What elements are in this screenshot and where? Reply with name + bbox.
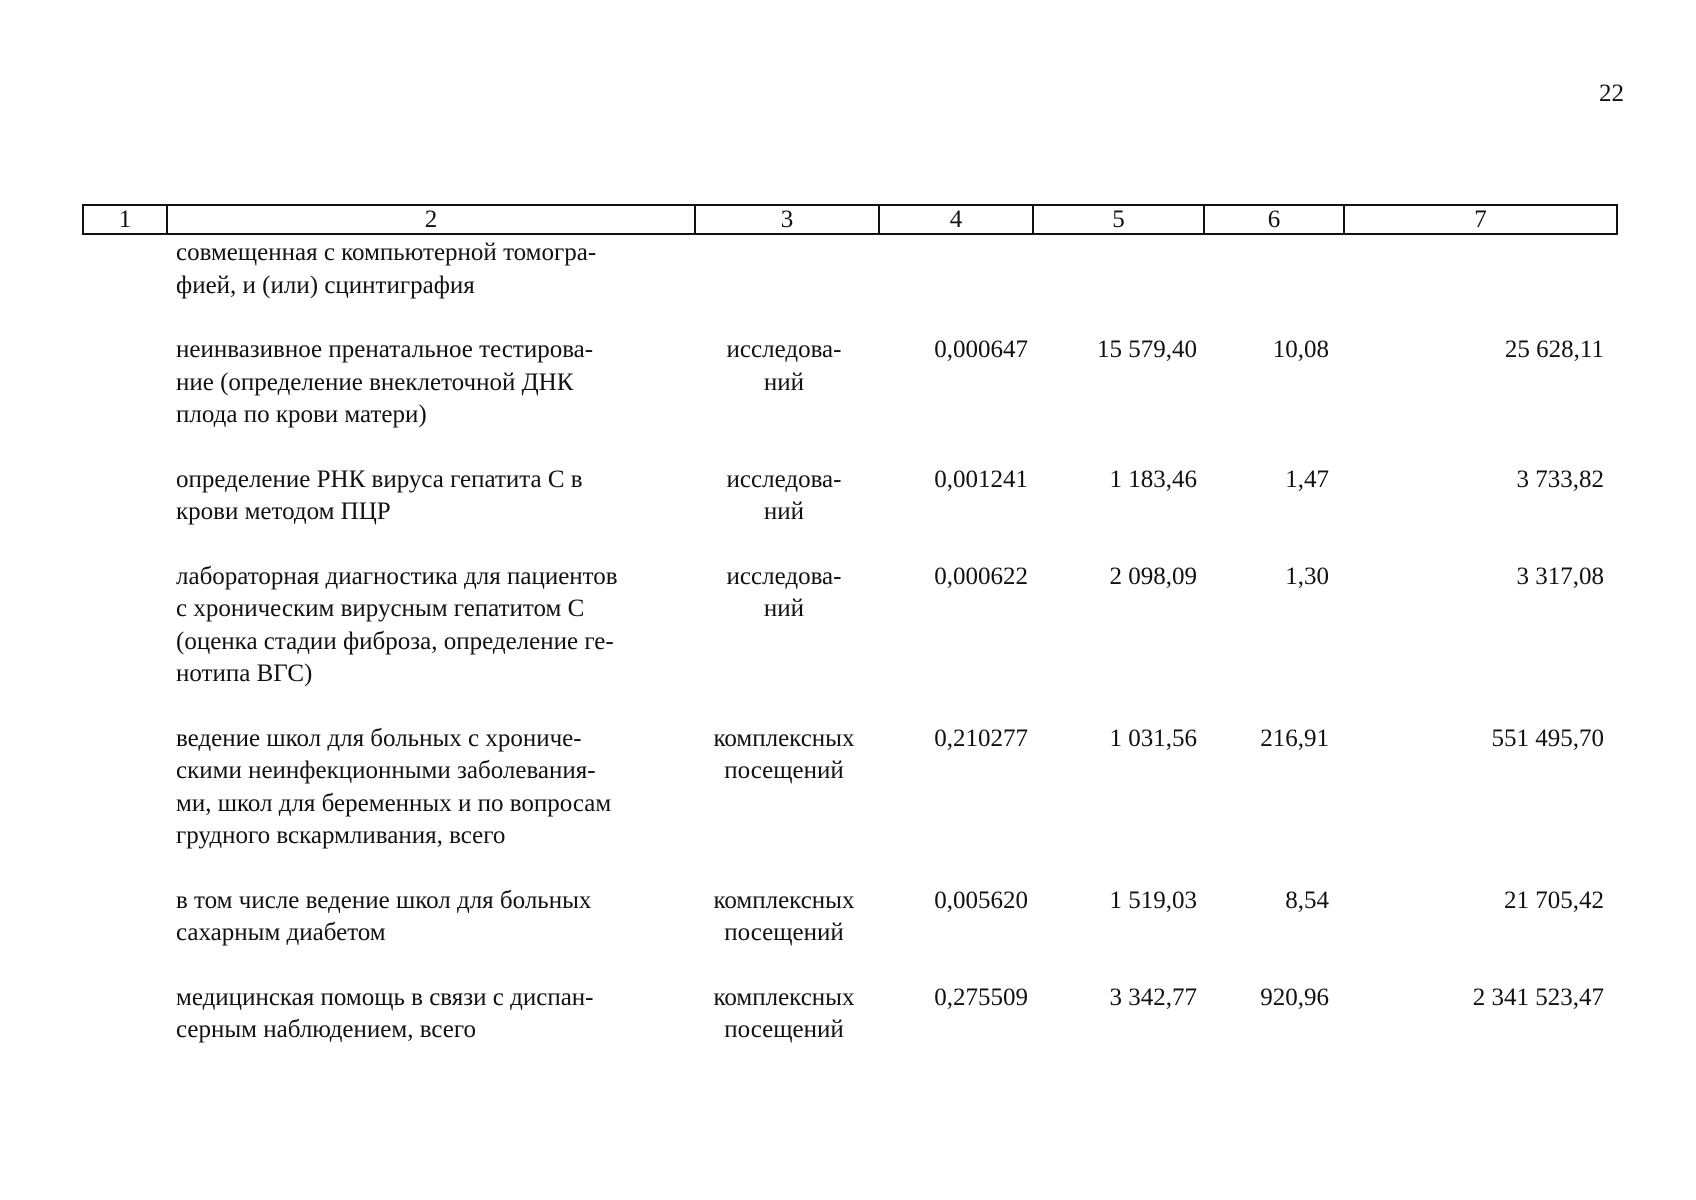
service-name-line: ние (определение внеклеточной ДНК	[176, 368, 574, 396]
cost-value-cell: 3 342,77	[1109, 983, 1197, 1011]
unit-line: посещений	[724, 757, 844, 784]
unit-line: посещений	[724, 919, 844, 946]
service-name-line: лабораторная диагностика для пациентов	[176, 562, 618, 590]
per-capita-value-cell: 8,54	[1285, 886, 1329, 914]
header-cell-2: 2	[168, 206, 696, 233]
header-cell-3: 3	[696, 206, 880, 233]
table-row	[82, 723, 1618, 853]
cost-value-cell: 15 579,40	[1097, 336, 1197, 363]
service-name-cell	[166, 885, 694, 950]
service-name-cell	[166, 334, 694, 432]
service-name-line: крови методом ПЦР	[176, 498, 391, 525]
per-capita-value-cell: 216,91	[1260, 724, 1329, 752]
unit-cell	[694, 334, 878, 432]
service-name-cell	[166, 982, 694, 1047]
total-value-cell: 21 705,42	[1504, 886, 1604, 914]
service-name-line: ми, школ для беременных и по вопросам	[176, 789, 612, 817]
service-name-line: скими неинфекционными заболевания-	[176, 757, 596, 784]
table-row	[82, 885, 1618, 950]
total-value-cell: 3 733,82	[1516, 465, 1604, 493]
header-cell-6: 6	[1205, 206, 1345, 233]
total-value-cell	[1343, 237, 1618, 302]
cost-value-cell: 1 031,56	[1109, 724, 1197, 752]
cost-value-cell: 1 519,03	[1109, 886, 1197, 914]
per-capita-value-cell: 1,30	[1285, 562, 1329, 590]
cost-value-cell: 1 183,46	[1109, 465, 1197, 493]
service-name-line: грудного вскармливания, всего	[176, 822, 506, 849]
service-name-line: серным наблюдением, всего	[176, 1016, 476, 1043]
service-name-line: фией, и (или) сцинтиграфия	[176, 271, 475, 299]
row-number-cell	[82, 982, 166, 1047]
page-number: 22	[1599, 80, 1624, 107]
service-name-line: неинвазивное пренатальное тестирова-	[176, 336, 594, 363]
service-name-line: (оценка стадии фиброза, определение ге-	[176, 627, 614, 655]
header-cell-1: 1	[84, 206, 168, 233]
unit-line: ний	[763, 368, 805, 396]
service-name-line: ведение школ для больных с хрониче-	[176, 724, 582, 752]
header-cell-5: 5	[1034, 206, 1205, 233]
service-name-cell	[166, 237, 694, 302]
unit-line: посещений	[724, 1016, 844, 1043]
table-row	[82, 561, 1618, 691]
per-capita-value-cell	[1203, 237, 1343, 302]
row-number-cell	[82, 723, 166, 853]
table-body	[82, 237, 1618, 1047]
unit-line: комплексных	[713, 983, 855, 1011]
service-name-line: в том числе ведение школ для больных	[176, 886, 592, 914]
header-cell-4: 4	[880, 206, 1034, 233]
row-number-cell	[82, 561, 166, 691]
table-row	[82, 464, 1618, 529]
service-name-line: плода по крови матери)	[176, 401, 427, 428]
norm-value-cell: 0,210277	[934, 724, 1028, 752]
service-name-line: совмещенная с компьютерной томогра-	[176, 239, 597, 266]
unit-line: исследова-	[726, 336, 842, 363]
row-number-cell	[82, 237, 166, 302]
service-name-cell	[166, 723, 694, 853]
service-name-cell	[166, 464, 694, 529]
cost-value-cell: 2 098,09	[1109, 562, 1197, 590]
unit-cell	[694, 237, 878, 302]
row-number-cell	[82, 334, 166, 432]
table-row	[82, 982, 1618, 1047]
unit-line: комплексных	[713, 724, 855, 752]
header-cell-7: 7	[1474, 206, 1487, 233]
norm-value-cell: 0,000647	[934, 336, 1028, 363]
unit-cell	[694, 885, 878, 950]
unit-cell	[694, 723, 878, 853]
service-name-line: сахарным диабетом	[176, 919, 386, 946]
norm-value-cell	[878, 237, 1032, 302]
service-name-line: определение РНК вируса гепатита С в	[176, 465, 583, 493]
norm-value-cell: 0,000622	[934, 562, 1028, 590]
norm-value-cell: 0,275509	[934, 983, 1028, 1011]
table-row	[82, 334, 1618, 432]
unit-line: исследова-	[726, 562, 842, 590]
unit-line: комплексных	[713, 886, 855, 914]
row-number-cell	[82, 464, 166, 529]
table-row	[82, 237, 1618, 302]
norm-value-cell: 0,005620	[934, 886, 1028, 914]
row-number-cell	[82, 885, 166, 950]
total-value-cell: 551 495,70	[1491, 724, 1604, 752]
unit-cell	[694, 982, 878, 1047]
cost-value-cell	[1032, 237, 1203, 302]
unit-cell	[694, 561, 878, 691]
unit-line: ний	[763, 595, 805, 622]
service-name-cell	[166, 561, 694, 691]
unit-line: исследова-	[726, 465, 842, 493]
service-name-line: нотипа ВГС)	[176, 660, 313, 687]
service-name-line: с хроническим вирусным гепатитом С	[176, 595, 585, 622]
table-header-row	[82, 204, 1618, 235]
service-name-line: медицинская помощь в связи с диспан-	[176, 983, 594, 1011]
total-value-cell: 25 628,11	[1504, 336, 1604, 363]
unit-cell	[694, 464, 878, 529]
per-capita-value-cell: 10,08	[1272, 336, 1329, 363]
norm-value-cell: 0,001241	[934, 465, 1028, 493]
total-value-cell: 3 317,08	[1516, 562, 1604, 590]
unit-line: ний	[763, 498, 805, 525]
per-capita-value-cell: 1,47	[1285, 465, 1329, 493]
total-value-cell: 2 341 523,47	[1472, 983, 1604, 1011]
per-capita-value-cell: 920,96	[1260, 983, 1329, 1011]
